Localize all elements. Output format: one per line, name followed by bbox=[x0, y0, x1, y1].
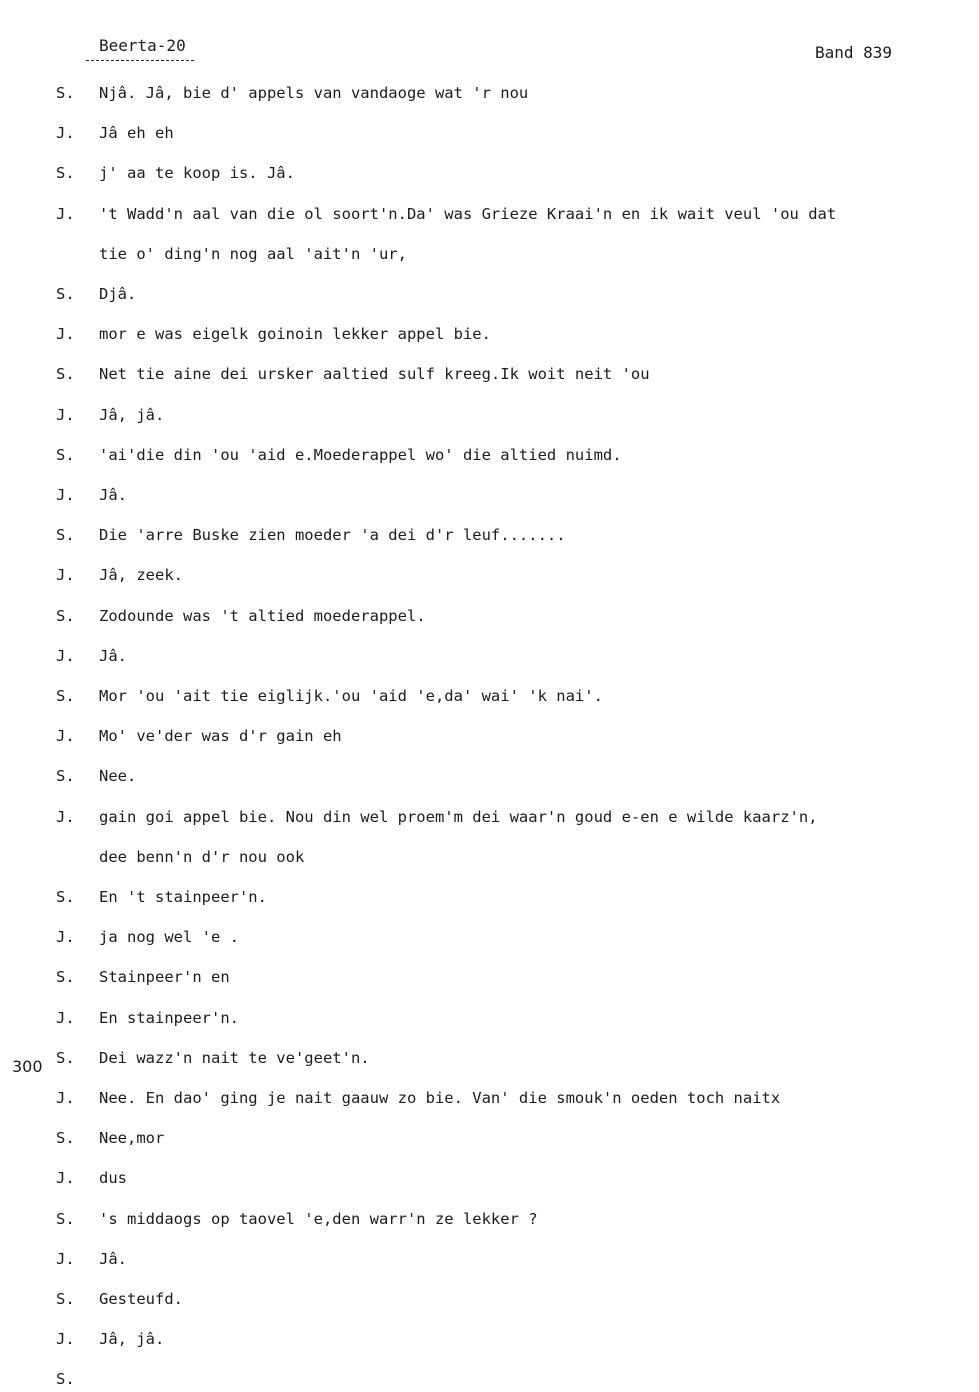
transcript-line bbox=[0, 1370, 979, 1392]
title-underline bbox=[86, 60, 194, 61]
speaker-label: S. bbox=[56, 767, 75, 785]
speaker-label: S. bbox=[56, 1210, 75, 1228]
transcript-line bbox=[0, 1129, 979, 1151]
utterance-text: 's middaogs op taovel 'e,den warr'n ze lekker ? bbox=[99, 1210, 538, 1228]
transcript-line bbox=[0, 1210, 979, 1232]
speaker-label: S. bbox=[56, 84, 75, 102]
utterance-text: Jâ. bbox=[99, 486, 127, 504]
speaker-label: S. bbox=[56, 526, 75, 544]
transcript-line bbox=[0, 406, 979, 428]
utterance-text: Jâ, jâ. bbox=[99, 406, 165, 424]
utterance-text: Mo' ve'der was d'r gain eh bbox=[99, 727, 342, 745]
transcript-line bbox=[0, 285, 979, 307]
transcript-line bbox=[0, 325, 979, 347]
utterance-text: En stainpeer'n. bbox=[99, 1009, 239, 1027]
utterance-continuation-text: dee benn'n d'r nou ook bbox=[99, 848, 305, 866]
speaker-label: S. bbox=[56, 888, 75, 906]
transcript-line bbox=[0, 687, 979, 709]
transcript-line bbox=[0, 526, 979, 548]
utterance-text: Die 'arre Buske zien moeder 'a dei d'r leuf....... bbox=[99, 526, 566, 544]
utterance-text: Djâ. bbox=[99, 285, 137, 303]
transcript-line-continuation bbox=[0, 848, 979, 870]
transcript-line bbox=[0, 164, 979, 186]
speaker-label: J. bbox=[56, 566, 75, 584]
transcript-line bbox=[0, 124, 979, 146]
transcript-line bbox=[0, 968, 979, 990]
speaker-label: J. bbox=[56, 1330, 75, 1348]
speaker-label: J. bbox=[56, 727, 75, 745]
margin-counter: 300 bbox=[12, 1057, 43, 1076]
speaker-label: S. bbox=[56, 1129, 75, 1147]
transcript-line bbox=[0, 1250, 979, 1272]
utterance-text: ja nog wel 'e . bbox=[99, 928, 239, 946]
utterance-text: Nee. En dao' ging je nait gaauw zo bie. Van' die smouk'n oeden toch naitx bbox=[99, 1089, 781, 1107]
utterance-text: gain goi appel bie. Nou din wel proem'm dei waar'n goud e-en e wilde kaarz'n, bbox=[99, 808, 818, 826]
transcript-line bbox=[0, 84, 979, 106]
utterance-text: Jâ, zeek. bbox=[99, 566, 183, 584]
transcript-line-continuation bbox=[0, 245, 979, 267]
utterance-text: Dei wazz'n nait te ve'geet'n. bbox=[99, 1049, 370, 1067]
transcript-line bbox=[0, 1169, 979, 1191]
speaker-label: S. bbox=[56, 1049, 75, 1067]
transcript-line bbox=[0, 607, 979, 629]
utterance-text: Jâ, jâ. bbox=[99, 1330, 165, 1348]
speaker-label: J. bbox=[56, 205, 75, 223]
speaker-label: J. bbox=[56, 325, 75, 343]
speaker-label: S. bbox=[56, 1370, 75, 1388]
speaker-label: J. bbox=[56, 1169, 75, 1187]
speaker-label: S. bbox=[56, 607, 75, 625]
utterance-text: j' aa te koop is. Jâ. bbox=[99, 164, 295, 182]
utterance-text: Nee,mor bbox=[99, 1129, 165, 1147]
document-title: Beerta-20 bbox=[99, 36, 186, 55]
utterance-text: dus bbox=[99, 1169, 127, 1187]
utterance-text: Jâ eh eh bbox=[99, 124, 174, 142]
speaker-label: J. bbox=[56, 647, 75, 665]
transcript-line bbox=[0, 1049, 979, 1071]
speaker-label: J. bbox=[56, 808, 75, 826]
transcript-line bbox=[0, 365, 979, 387]
speaker-label: J. bbox=[56, 1089, 75, 1107]
utterance-text: 'ai'die din 'ou 'aid e.Moederappel wo' die altied nuimd. bbox=[99, 446, 622, 464]
transcript-line bbox=[0, 205, 979, 227]
speaker-label: S. bbox=[56, 285, 75, 303]
utterance-continuation-text: tie o' ding'n nog aal 'ait'n 'ur, bbox=[99, 245, 407, 263]
transcript-line bbox=[0, 1089, 979, 1111]
transcript-line bbox=[0, 928, 979, 950]
utterance-text: Jâ. bbox=[99, 647, 127, 665]
speaker-label: J. bbox=[56, 1250, 75, 1268]
band-number: Band 839 bbox=[815, 43, 893, 62]
utterance-text: Gesteufd. bbox=[99, 1290, 183, 1308]
speaker-label: S. bbox=[56, 1290, 75, 1308]
utterance-text: 't Wadd'n aal van die ol soort'n.Da' was Grieze Kraai'n en ik wait veul 'ou dat bbox=[99, 205, 837, 223]
speaker-label: J. bbox=[56, 928, 75, 946]
utterance-text: mor e was eigelk goinoin lekker appel bie. bbox=[99, 325, 491, 343]
speaker-label: S. bbox=[56, 687, 75, 705]
utterance-text: Njâ. Jâ, bie d' appels van vandaoge wat 'r nou bbox=[99, 84, 529, 102]
speaker-label: S. bbox=[56, 446, 75, 464]
speaker-label: J. bbox=[56, 486, 75, 504]
speaker-label: S. bbox=[56, 365, 75, 383]
utterance-text: Stainpeer'n en bbox=[99, 968, 230, 986]
speaker-label: J. bbox=[56, 124, 75, 142]
utterance-text: Jâ. bbox=[99, 1250, 127, 1268]
utterance-text: Net tie aine dei ursker aaltied sulf kreeg.Ik woit neit 'ou bbox=[99, 365, 650, 383]
speaker-label: J. bbox=[56, 1009, 75, 1027]
transcript-line bbox=[0, 566, 979, 588]
utterance-text: Zodounde was 't altied moederappel. bbox=[99, 607, 426, 625]
transcript-line bbox=[0, 446, 979, 468]
transcript-line bbox=[0, 1290, 979, 1312]
speaker-label: S. bbox=[56, 164, 75, 182]
speaker-label: S. bbox=[56, 968, 75, 986]
utterance-text: Mor 'ou 'ait tie eiglijk.'ou 'aid 'e,da' wai' 'k nai'. bbox=[99, 687, 603, 705]
transcript-line bbox=[0, 888, 979, 910]
utterance-text: En 't stainpeer'n. bbox=[99, 888, 267, 906]
transcript-line bbox=[0, 727, 979, 749]
transcript-line bbox=[0, 1009, 979, 1031]
utterance-text: Nee. bbox=[99, 767, 137, 785]
transcript-line bbox=[0, 808, 979, 830]
transcript-line bbox=[0, 486, 979, 508]
speaker-label: J. bbox=[56, 406, 75, 424]
transcript-line bbox=[0, 1330, 979, 1352]
transcript-line bbox=[0, 767, 979, 789]
transcript-line bbox=[0, 647, 979, 669]
